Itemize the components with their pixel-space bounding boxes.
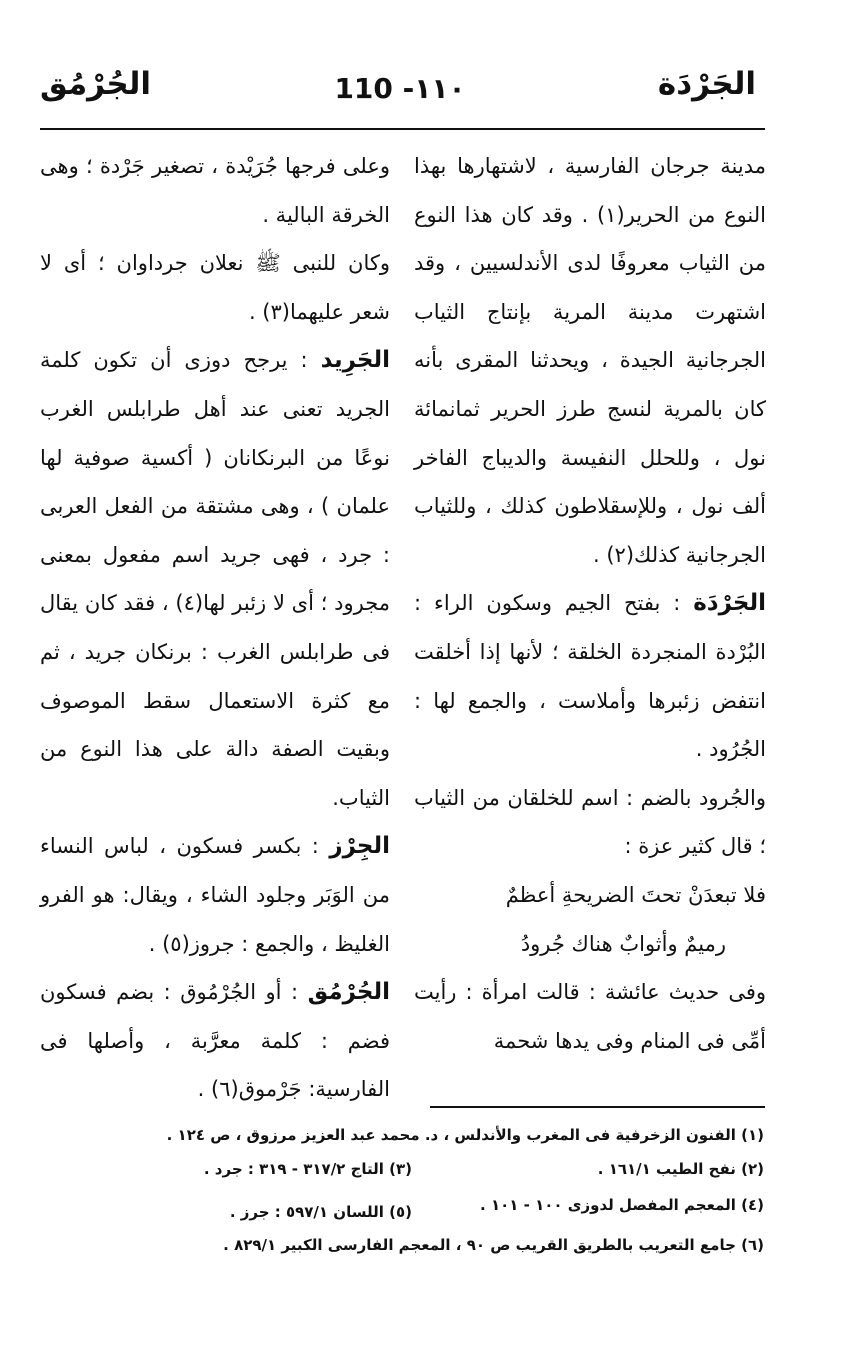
- entry-jarz: [40, 822, 390, 968]
- right-column: [414, 142, 766, 1065]
- entry-term: الجَرْدَة: [693, 590, 766, 617]
- footnote-6: (٦) جامع التعريب بالطريق القريب ص ٩٠ ، المعجم الفارسى الكبير ٨٢٩/١ .: [223, 1236, 764, 1254]
- footnote-5: (٥) اللسان ٥٩٧/١ : جرز .: [229, 1203, 412, 1221]
- entry-text: : بفتح الجيم وسكون الراء : البُرْدة المنجردة الخلقة ؛ لأنها إذا أخلقت انتفض زئبرها وأملاست ، والجمع لها : الجُرُود .: [414, 591, 766, 762]
- paragraph: مدينة جرجان الفارسية ، لاشتهارها بهذا النوع من الحرير(١) . وقد كان هذا النوع من الثياب معروفًا لدى الأندلسيين ، وقد اشتهرت مدينة المرية بإنتاج الثياب الجرجانية الجيدة ، ويحدثنا المقرى بأنه كان بالمرية لنسج طرز الحرير ثمانمائة نول ، وللحلل النفيسة والديباج الفاخر ألف نول ، وللإسقلاطون كذلك ، وللثياب الجرجانية كذلك(٢) .: [414, 154, 766, 567]
- entry-text: : يرجح دوزى أن تكون كلمة الجريد تعنى عند أهل طرابلس الغرب نوعًا من البرنكانان ( أكسية صوفية لها علمان ) ، وهى مشتقة من الفعل العربى : جرد ، فهى جريد اسم مفعول بمعنى مجرود ؛ أى لا زئبر لها(٤) ، فقد كان يقال فى طرابلس الغرب : برنكان جريد ، ثم مع كثرة الاستعمال سقط الموصوف وبقيت الصفة دالة على هذا النوع من الثياب.: [40, 348, 390, 810]
- page-number: 110 -١١٠: [334, 72, 466, 105]
- entry-jarid: [40, 336, 390, 822]
- paragraph: وعلى فرجها جُرَيْدة ، تصغير جَرْدة ؛ وهى الخرقة البالية .: [40, 154, 390, 227]
- running-header-right: الجَرْدَة: [657, 66, 756, 102]
- entry-text: : أو الجُرْمُوق : بضم فسكون فضم : كلمة معرَّبة ، وأصلها فى الفارسية: جَرْموق(٦) .: [40, 980, 390, 1102]
- footnote-3: (٣) التاج ٣١٧/٢ - ٣١٩ : جرد .: [203, 1160, 412, 1178]
- footnote-2: (٢) نفح الطيب ١٦١/١ .: [597, 1160, 764, 1178]
- entry-jurmuq: [40, 968, 390, 1114]
- entry-term: الجَرِيد: [320, 347, 390, 374]
- footnote-4: (٤) المعجم المفصل لدوزى ١٠٠ - ١٠١ .: [480, 1196, 764, 1214]
- entry-term: الجُرْمُق: [307, 979, 390, 1006]
- entry-term: الجِرْز: [329, 833, 390, 860]
- entry-text: : بكسر فسكون ، لباس النساء من الوَبَر وجلود الشاء ، ويقال: هو الفرو الغليظ ، والجمع : جروز(٥) .: [40, 834, 390, 956]
- left-column: [40, 142, 390, 1114]
- footnote-rule: [430, 1106, 765, 1108]
- paragraph: وكان للنبى ﷺ نعلان جرداوان ؛ أى لا شعر عليهما(٣) .: [40, 251, 390, 324]
- paragraph: وفى حديث عائشة : قالت امرأة : رأيت أمِّى فى المنام وفى يدها شحمة: [414, 980, 766, 1053]
- verse-line-1: فلا تبعدَنْ تحتَ الضريحةِ أعظمٌ: [505, 882, 766, 907]
- entry-jarda: [414, 579, 766, 773]
- footnote-1: (١) الفنون الزخرفية فى المغرب والأندلس ، د. محمد عبد العزيز مرزوق ، ص ١٢٤ .: [166, 1126, 764, 1144]
- running-header-left: الجُرْمُق: [40, 66, 152, 102]
- paragraph: والجُرود بالضم : اسم للخلقان من الثياب ؛ قال كثير عزة :: [414, 785, 766, 859]
- verse-line-2: رميمٌ وأثوابٌ هناك جُرودُ: [520, 931, 726, 956]
- header-rule: [40, 128, 765, 130]
